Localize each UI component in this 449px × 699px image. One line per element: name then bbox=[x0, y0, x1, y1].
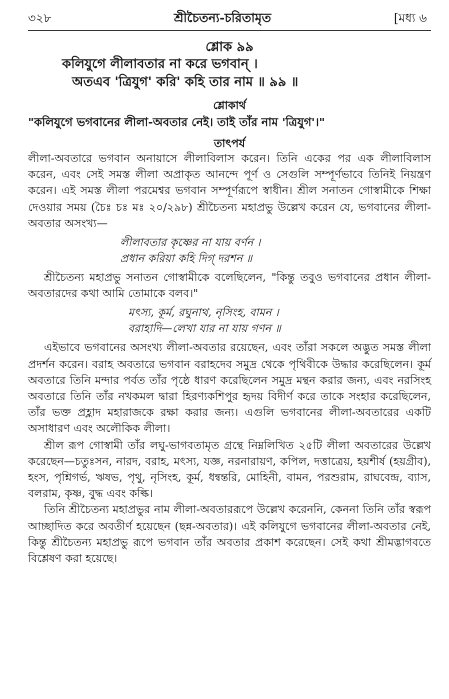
quote-2-line-2: বরাহাদি—লেখা যার না যায় গণন ॥ bbox=[128, 322, 281, 336]
verse-line-2: অতএব 'ত্রিযুগ' করি' কহি তার নাম ॥ ৯৯ ॥ bbox=[72, 75, 299, 90]
quote-1-line-1: লীলাবতার কৃষ্ণের না যায় বর্ণন । bbox=[120, 236, 261, 250]
purport-paragraph-3: এইভাবে ভগবানের অসংখ্য লীলা-অবতার রয়েছেন, এবং তাঁরা সকলে অদ্ভুত সমস্ত লীলা প্রদর্শন করেন। বরাহ অবতারে ভগবান বরাহদেব সমুদ্র থেকে পৃথিবীকে উদ্ধার করেছিলেন। কূর্ম অবতারে তিনি মন্দার পর্বত তাঁর পৃষ্ঠে ধারণ করেছিলেন সমুদ্র মন্থন করার জন্য, এবং নরসিংহ অবতারে তিনি তাঁর নখকমল দ্বারা হিরণ্যকশিপুর হৃদয় বিদীর্ণ করে তাকে সংহার করেছিলেন, তাঁর ভক্ত প্রহ্লাদ মহারাজকে রক্ষা করার জন্য। এগুলি ভগবানের লীলা-অবতারের একটি অসাধারণ এবং অলৌকিক লীলা। bbox=[28, 341, 431, 436]
purport-label: তাৎপর্য bbox=[213, 137, 246, 150]
quote-1-line-2: প্রধান করিয়া কহি দিগ্‌ দরশন ॥ bbox=[120, 252, 253, 266]
verse-number: শ্লোক ৯৯ bbox=[205, 40, 254, 55]
translation-text: "কলিযুগে ভগবানের লীলা-অবতার নেই। তাই তাঁর নাম 'ত্রিযুগ'।" bbox=[28, 115, 326, 129]
purport-paragraph-4: শ্রীল রূপ গোস্বামী তাঁর লঘু-ভাগবতামৃত গ্রন্থে নিম্নলিখিত ২৫টি লীলা অবতারের উল্লেখ করেছেন—চতুঃসন, নারদ, বরাহ, মৎস্য, যজ্ঞ, নরনারায়ণ, কপিল, দত্তাত্রেয়, হয়শীর্ষ (হয়গ্রীব), হংস, পৃশ্নিগর্ভ, ঋষভ, পৃথু, নৃসিংহ, কূর্ম, ধন্বন্তরি, মোহিনী, বামন, পরশুরাম, রাঘবেন্দ্র, ব্যাস, বলরাম, কৃষ্ণ, বুদ্ধ এবং কল্কি। bbox=[28, 438, 431, 501]
purport-paragraph-5: তিনি শ্রীচৈতন্য মহাপ্রভুর নাম লীলা-অবতাররূপে উল্লেখ করেননি, কেননা তিনি তাঁর স্বরূপ আচ্ছাদিত করে অবতীর্ণ হয়েছেন (ছন্ন-অবতার)। এই কলিযুগে ভগবানের লীলা-অবতার নেই, কিন্তু শ্রীচৈতন্য মহাপ্রভু রূপে ভগবান তাঁর অবতার প্রকাশ করেছেন। সেই কথা শ্রীমদ্ভাগবতে বিশ্লেষণ করা হয়েছে। bbox=[28, 503, 431, 566]
translation-label: শ্লোকার্থ bbox=[213, 99, 246, 112]
verse-line-1: কলিযুগে লীলাবতার না করে ভগবান্ । bbox=[62, 57, 258, 72]
book-title: শ্রীচৈতন্য-চরিতামৃত bbox=[174, 10, 272, 25]
chapter-label: [মধ্য ৬ bbox=[393, 11, 427, 25]
page-header bbox=[28, 10, 431, 31]
purport-paragraph-1: লীলা-অবতারে ভগবান অনায়াসে লীলাবিলাস করেন। তিনি একের পর এক লীলাবিলাস করেন, এবং সেই সমস্ত লীলা অপ্রাকৃত আনন্দে পূর্ণ ও সেগুলি সম্পূর্ণভাবে তিনিই নিয়ন্ত্রণ করেন। এই সমস্ত লীলা পরমেশ্বর ভগবান সম্পূর্ণরূপে স্বাধীন। শ্রীল সনাতন গোস্বামীকে শিক্ষা দেওয়ার সময় (চৈঃ চঃ মঃ ২০/২৯৮) শ্রীচৈতন্য মহাপ্রভু উল্লেখ করেন যে, ভগবানের লীলা-অবতার অসংখ্য— bbox=[28, 152, 431, 230]
quote-2-line-1: মৎস্য, কূর্ম, রঘুনাথ, নৃসিংহ, বামন । bbox=[128, 306, 279, 320]
page-number: ৩২৮ bbox=[28, 11, 52, 25]
purport-paragraph-2: শ্রীচৈতন্য মহাপ্রভু সনাতন গোস্বামীকে বলেছিলেন, "কিন্তু তবুও ভগবানের প্রধান লীলা-অবতারদের কথা আমি তোমাকে বলব।" bbox=[28, 271, 431, 301]
